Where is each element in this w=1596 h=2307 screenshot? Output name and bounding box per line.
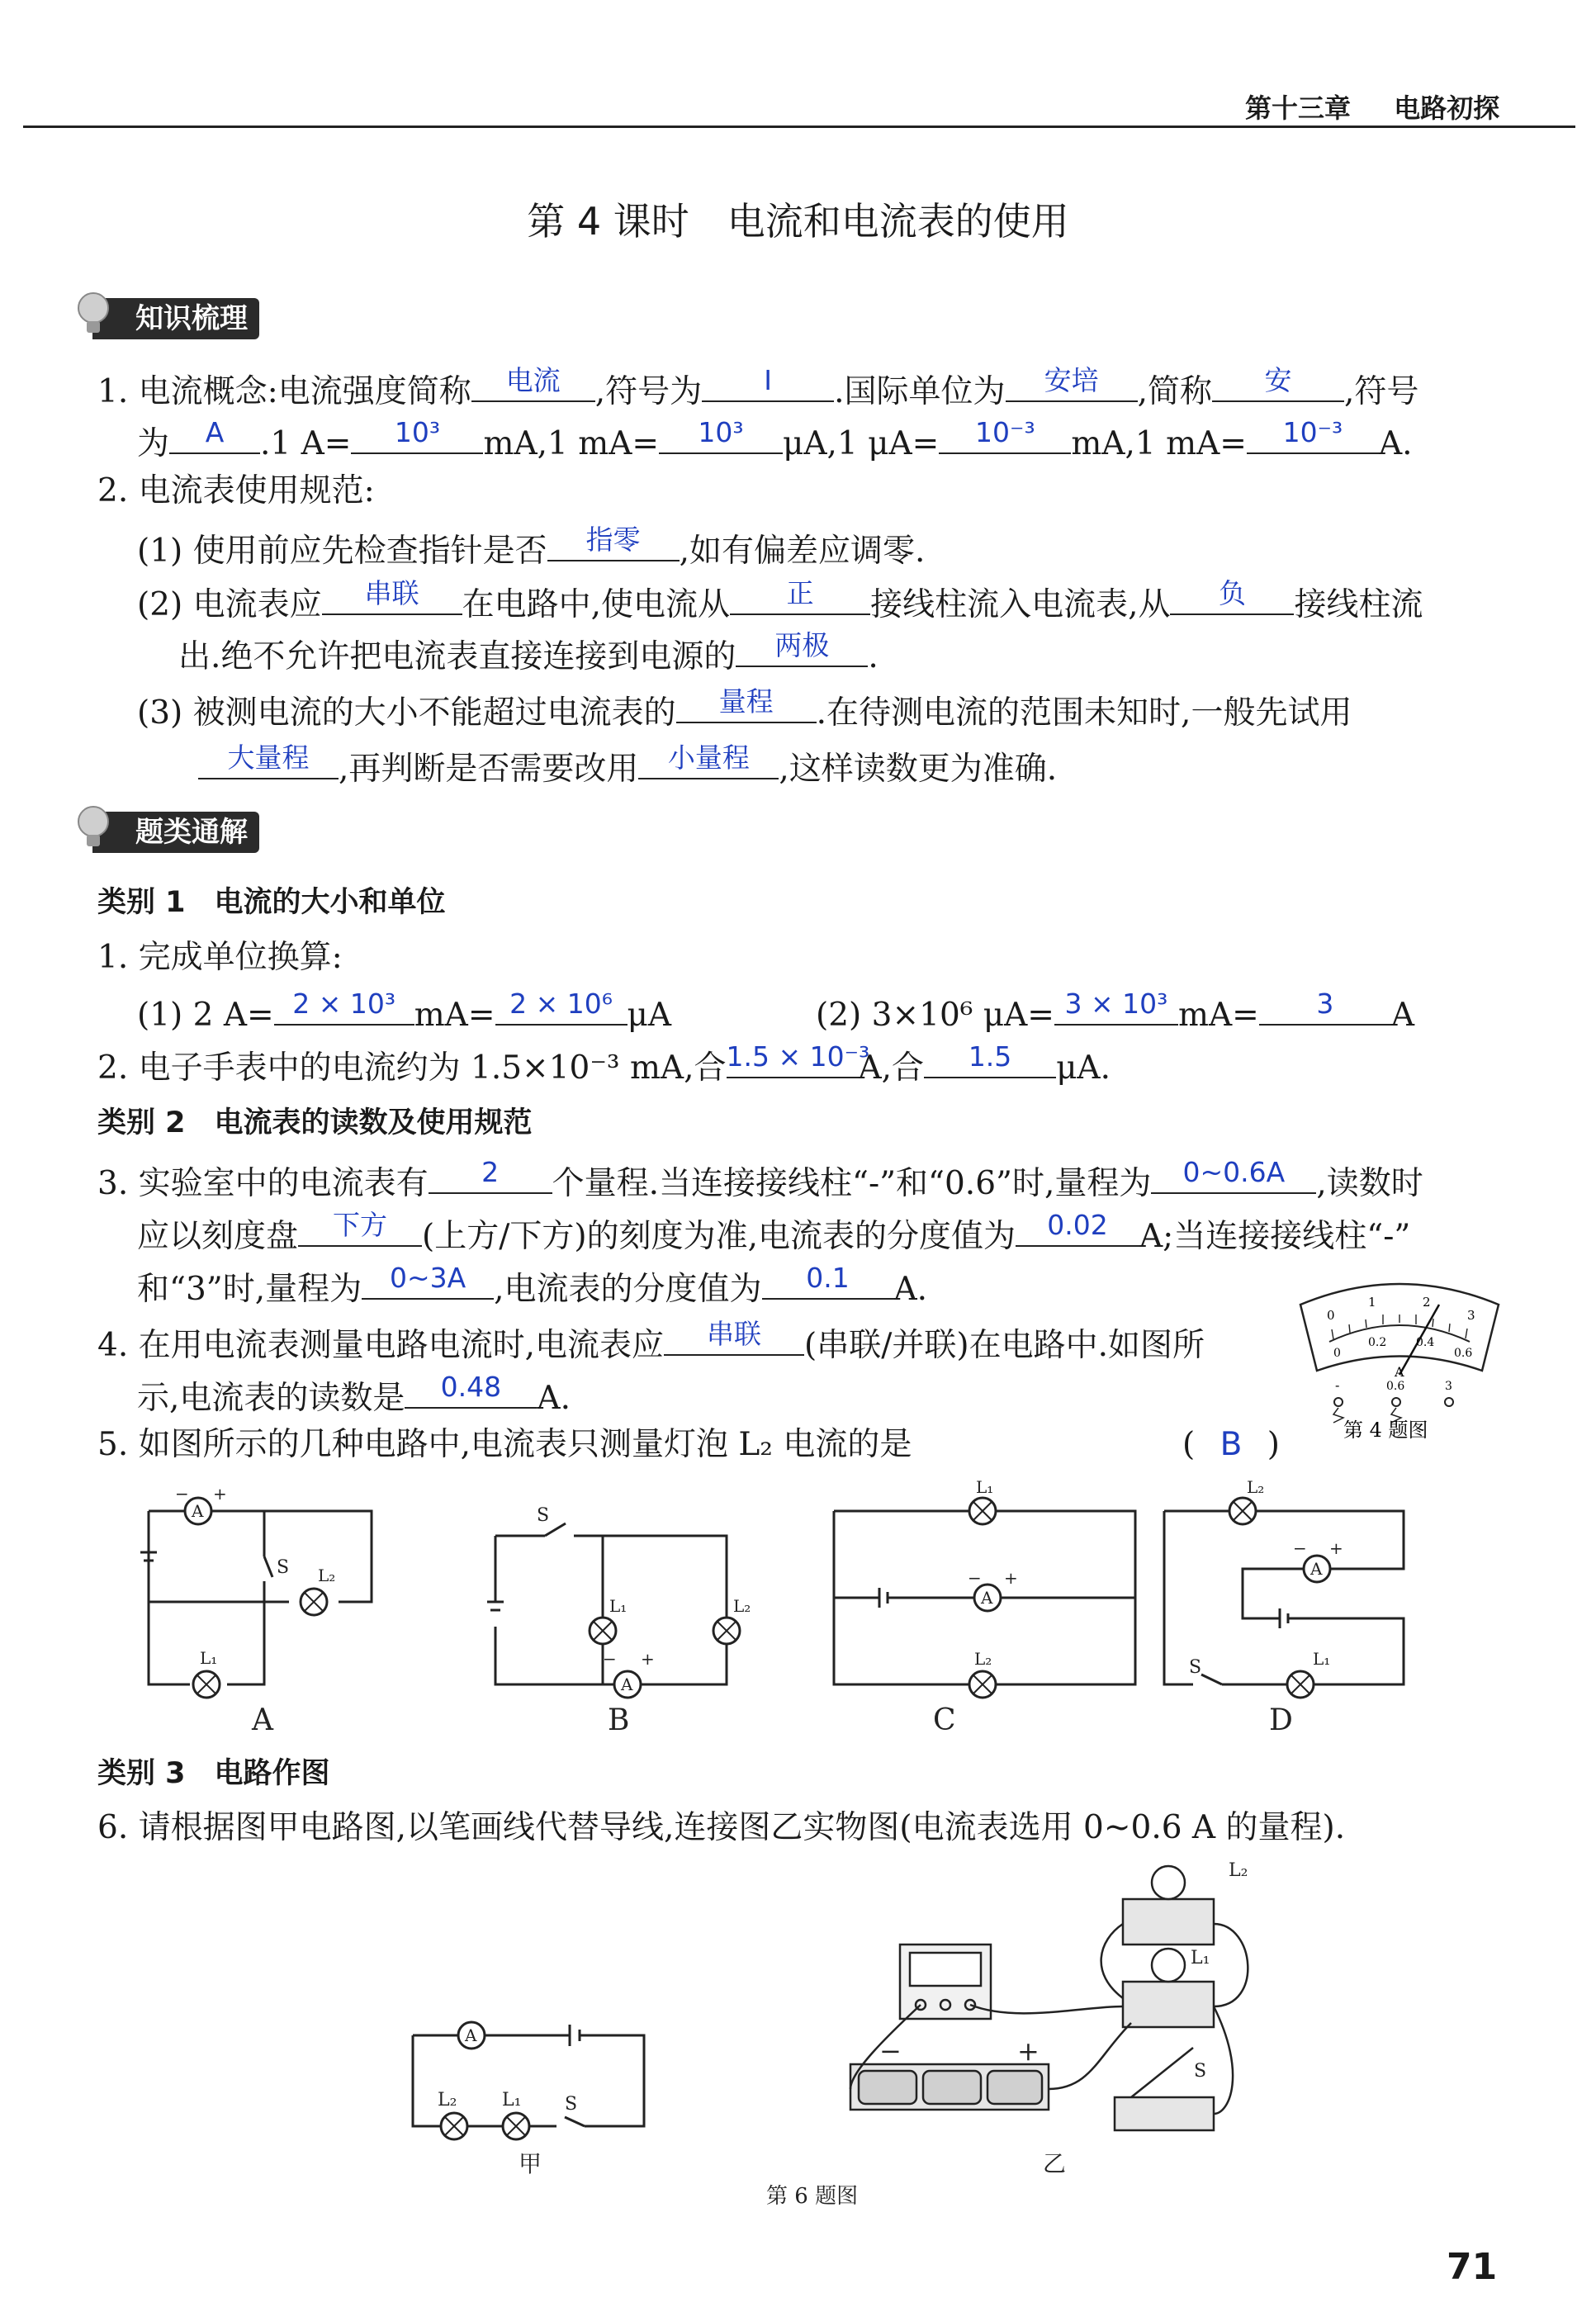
- page-number: 71: [1447, 2246, 1498, 2288]
- answer-blank: [726, 1037, 870, 1078]
- k1-text: .国际单位为: [834, 373, 1006, 410]
- switch-label: S: [1189, 1657, 1202, 1678]
- chapter-title: 电路初探: [1394, 92, 1500, 124]
- answer: 10³: [394, 416, 441, 448]
- answer-blank: [730, 574, 870, 615]
- answer: A: [205, 416, 225, 448]
- plus-sign: +: [1017, 2035, 1040, 2067]
- ammeter-label: A: [192, 1501, 204, 1521]
- answer-blank: [939, 413, 1071, 454]
- answer: 负: [1218, 577, 1246, 609]
- plus-sign: +: [1004, 1568, 1018, 1588]
- answer: 量程: [718, 685, 774, 718]
- k2-text: (1) 使用前应先检查指针是否: [137, 533, 547, 570]
- k2-p3-line1: [137, 682, 1352, 738]
- q1-text: μA: [627, 997, 672, 1034]
- q4-line1: [97, 1315, 1205, 1371]
- circuit-label-d: D: [1269, 1703, 1293, 1737]
- q5-circuits: [124, 1478, 1428, 1742]
- answer: 0~0.6A: [1182, 1156, 1286, 1188]
- answer-blank: [676, 682, 817, 723]
- q5-answer: [1182, 1420, 1280, 1470]
- minus-sign: −: [175, 1484, 189, 1504]
- terminal-minus: -: [1335, 1377, 1340, 1393]
- k2-text: 接线柱流入电流表,从: [870, 586, 1171, 623]
- q4-text: A.: [537, 1380, 571, 1417]
- k2-text: ,再判断是否需要改用: [339, 751, 639, 788]
- switch-label: S: [565, 2094, 578, 2115]
- q5: [97, 1420, 912, 1470]
- q3-text: A.: [893, 1271, 928, 1308]
- section-knowledge-label: 知识梳理: [135, 302, 248, 335]
- answer: 2 × 10³: [292, 988, 396, 1020]
- answer-blank: [405, 1367, 537, 1409]
- q1-text: (1) 2 A=: [137, 997, 274, 1034]
- q4-text: 4. 在用电流表测量电路电流时,电流表应: [97, 1327, 665, 1364]
- lamp-label-l1: L₁: [1191, 1948, 1210, 1968]
- switch-label: S: [537, 1505, 550, 1526]
- scale-bottom-3: 0.6: [1454, 1347, 1473, 1360]
- q1-text: mA=: [414, 997, 495, 1034]
- q5-text: 5. 如图所示的几种电路中,电流表只测量灯泡 L₂ 电流的是: [97, 1426, 912, 1463]
- answer-blank: [1170, 574, 1294, 615]
- figure-6-caption: 第 6 题图: [766, 2184, 859, 2209]
- k2-p1: [137, 520, 925, 576]
- answer-blank: [1151, 1153, 1316, 1194]
- ammeter-figure: [1292, 1272, 1507, 1445]
- answer-blank: [1259, 984, 1391, 1026]
- answer-blank: [762, 1258, 894, 1300]
- figure-jia-label: 甲: [519, 2150, 542, 2177]
- ammeter-label: A: [981, 1588, 993, 1608]
- answer: 下方: [333, 1209, 388, 1241]
- apparatus-yi: [850, 1866, 1248, 2130]
- lightbulb-icon: [74, 805, 112, 851]
- answer: 大量程: [227, 741, 310, 774]
- q3-text: A;当连接接线柱“-”: [1139, 1218, 1411, 1255]
- q2-text: μA.: [1056, 1049, 1111, 1087]
- answer: 0.48: [440, 1371, 502, 1403]
- answer: 1.5: [968, 1040, 1012, 1073]
- answer: 0.02: [1047, 1209, 1108, 1241]
- q1-text: A: [1390, 997, 1414, 1034]
- ammeter-label: A: [1310, 1559, 1323, 1579]
- minus-sign: −: [879, 2035, 902, 2067]
- answer: 1.5 × 10⁻³: [726, 1040, 870, 1073]
- category-2-heading: 类别 2 电流表的读数及使用规范: [97, 1106, 533, 1139]
- k1-text: 为: [137, 425, 170, 462]
- switch-label: S: [1194, 2061, 1207, 2082]
- k2-text: ,这样读数更为准确.: [779, 751, 1058, 788]
- k1-text: .1 A=: [260, 425, 352, 462]
- k2-text: .: [868, 638, 879, 675]
- paren: ): [1267, 1426, 1281, 1463]
- answer-blank: [298, 1206, 422, 1247]
- lamp-label-l1: L₁: [609, 1596, 628, 1616]
- q3-text: (上方/下方)的刻度为准,电流表的分度值为: [422, 1218, 1016, 1255]
- answer: 0.1: [806, 1262, 850, 1294]
- chapter-number: 第十三章: [1245, 92, 1352, 124]
- k2-title: 2. 电流表使用规范:: [97, 472, 375, 509]
- answer-blank: [274, 984, 414, 1026]
- k2-text: (3) 被测电流的大小不能超过电流表的: [137, 694, 676, 732]
- header-rule: [23, 126, 1575, 128]
- answer-blank: [547, 520, 680, 561]
- answer-blank: [362, 1258, 494, 1300]
- q1-text: (2) 3×10⁶ μA=: [816, 997, 1054, 1034]
- scale-top-3: 3: [1467, 1308, 1475, 1323]
- q3-line3: [137, 1258, 927, 1315]
- circuit-label-a: A: [252, 1703, 273, 1737]
- lamp-label-l2: L₂: [1229, 1860, 1248, 1881]
- answer: 电流: [505, 364, 561, 396]
- k2-p3-line2: [198, 738, 1057, 794]
- q6-figures: [388, 1858, 1296, 2221]
- q2: [97, 1037, 1111, 1093]
- answer: 0~3A: [389, 1262, 466, 1294]
- k1-text: mA,1 mA=: [483, 425, 660, 462]
- lamp-label-l2: L₂: [1247, 1478, 1265, 1497]
- category-1-heading: 类别 1 电流的大小和单位: [97, 886, 446, 919]
- answer-blank: [736, 626, 868, 667]
- k1-text: ,简称: [1137, 373, 1212, 410]
- answer-blank: [198, 738, 339, 779]
- answer-blank: [429, 1153, 552, 1194]
- answer-blank: [1016, 1206, 1139, 1247]
- answer: 串联: [707, 1318, 762, 1350]
- q3-text: 3. 实验室中的电流表有: [97, 1165, 429, 1202]
- figure-4-caption: 第 4 题图: [1343, 1419, 1428, 1442]
- k2-p2-line2: [178, 626, 879, 682]
- answer-blank: [659, 413, 783, 454]
- k1-line2: [137, 413, 1413, 469]
- q3-text: 和“3”时,量程为: [137, 1271, 362, 1308]
- answer: B: [1219, 1426, 1243, 1463]
- q4-text: (串联/并联)在电路中.如图所: [804, 1327, 1205, 1364]
- lamp-label-l1: L₁: [1313, 1649, 1331, 1669]
- scale-top-1: 1: [1368, 1295, 1376, 1310]
- scale-top-2: 2: [1423, 1295, 1431, 1310]
- lamp-label-l2: L₂: [974, 1649, 992, 1669]
- k1-text: 1. 电流概念:电流强度简称: [97, 373, 471, 410]
- k2-text: ,如有偏差应调零.: [679, 533, 926, 570]
- k1-text: ,符号: [1343, 373, 1419, 410]
- lamp-label-l2: L₂: [318, 1566, 336, 1585]
- minus-sign: −: [1293, 1538, 1307, 1558]
- k1-text: μA,1 μA=: [783, 425, 940, 462]
- answer: I: [764, 364, 773, 396]
- q4-text: 示,电流表的读数是: [137, 1380, 405, 1417]
- terminal-3: 3: [1445, 1380, 1452, 1393]
- ammeter-label: A: [465, 2025, 477, 2045]
- k2-text: 出.绝不允许把电流表直接连接到电源的: [178, 638, 736, 675]
- answer-blank: [664, 1315, 804, 1356]
- category-3-heading: 类别 3 电路作图: [97, 1757, 330, 1790]
- lamp-label-l2: L₂: [438, 2090, 457, 2110]
- circuit-jia: [413, 2022, 644, 2139]
- answer: 两极: [774, 629, 830, 661]
- scale-bottom-2: 0.4: [1416, 1336, 1435, 1349]
- lesson-title: 第 4 课时 电流和电流表的使用: [527, 199, 1069, 244]
- answer-blank: [471, 361, 595, 402]
- q6-diagram: [388, 1858, 1296, 2221]
- ammeter-dial: [1292, 1272, 1507, 1445]
- plus-sign: +: [213, 1484, 227, 1504]
- answer-blank: [169, 413, 260, 454]
- scale-bottom-1: 0.2: [1368, 1336, 1387, 1349]
- lamp-label-l1: L₁: [200, 1648, 218, 1668]
- answer-blank: [1054, 984, 1178, 1026]
- k2-text: 接线柱流: [1294, 586, 1423, 623]
- q3-text: ,读数时: [1316, 1165, 1423, 1202]
- switch-label: S: [277, 1557, 290, 1578]
- answer-blank: [638, 738, 779, 779]
- q4-line2: [137, 1367, 571, 1424]
- section-problems: [92, 812, 259, 853]
- answer-blank: [1212, 361, 1344, 402]
- k1-text: A.: [1378, 425, 1413, 462]
- answer-blank: [495, 984, 628, 1026]
- answer: 2 × 10⁶: [509, 988, 613, 1020]
- answer: 2: [481, 1156, 500, 1188]
- answer: 小量程: [667, 741, 750, 774]
- lamp-label-l1: L₁: [976, 1478, 994, 1497]
- k1-text: ,符号为: [594, 373, 703, 410]
- answer: 串联: [364, 577, 419, 609]
- answer: 正: [786, 577, 814, 609]
- k1-text: mA,1 mA=: [1071, 425, 1247, 462]
- answer: 安: [1264, 364, 1292, 396]
- answer-blank: [1247, 413, 1379, 454]
- answer: 10³: [698, 416, 744, 448]
- k2-text: .在待测电流的范围未知时,一般先试用: [816, 694, 1352, 732]
- answer: 10⁻³: [1282, 416, 1343, 448]
- q3-line1: [97, 1153, 1423, 1209]
- figure-yi-label: 乙: [1043, 2150, 1067, 2177]
- section-problems-label: 题类通解: [135, 816, 248, 849]
- q1-title: 1. 完成单位换算:: [97, 939, 343, 976]
- ammeter-label: A: [621, 1675, 633, 1694]
- lamp-label-l1: L₁: [502, 2090, 522, 2110]
- answer: 10⁻³: [975, 416, 1035, 448]
- answer-blank: [322, 574, 462, 615]
- chapter-header: [1245, 88, 1499, 126]
- answer-blank: [924, 1037, 1056, 1078]
- q1-parts-2: [816, 984, 1414, 1040]
- paren: (: [1182, 1426, 1196, 1463]
- q3-text: 个量程.当连接接线柱“-”和“0.6”时,量程为: [552, 1165, 1152, 1202]
- minus-sign: −: [968, 1568, 982, 1588]
- scale-top-0: 0: [1327, 1308, 1335, 1323]
- q2-text: 2. 电子手表中的电流约为 1.5×10⁻³ mA,合: [97, 1049, 727, 1087]
- answer: 安培: [1044, 364, 1099, 396]
- q3-text: ,电流表的分度值为: [494, 1271, 762, 1308]
- plus-sign: +: [1329, 1538, 1343, 1558]
- circuit-a: [140, 1498, 372, 1698]
- answer-blank: [702, 361, 834, 402]
- scale-bottom-0: 0: [1333, 1347, 1341, 1360]
- q6: 6. 请根据图甲电路图,以笔画线代替导线,连接图乙实物图(电流表选用 0~0.6 A 的量程).: [97, 1809, 1346, 1846]
- lamp-label-l2: L₂: [733, 1596, 751, 1616]
- plus-sign: +: [641, 1649, 655, 1669]
- q3-text: 应以刻度盘: [137, 1218, 299, 1255]
- q1-text: mA=: [1177, 997, 1259, 1034]
- answer: 3: [1316, 988, 1334, 1020]
- circuit-label-c: C: [933, 1703, 956, 1737]
- q1-parts: [137, 984, 671, 1040]
- answer: 指零: [585, 523, 641, 556]
- circuit-diagrams: [124, 1478, 1428, 1742]
- unit-label: A: [1395, 1364, 1404, 1380]
- k2-text: (2) 电流表应: [137, 586, 322, 623]
- answer-blank: [351, 413, 483, 454]
- q2-text: A,合: [858, 1049, 925, 1087]
- answer: 3 × 10³: [1064, 988, 1168, 1020]
- circuit-label-b: B: [608, 1703, 630, 1737]
- terminal-06: 0.6: [1386, 1380, 1405, 1393]
- answer-blank: [1006, 361, 1138, 402]
- lightbulb-icon: [74, 291, 112, 338]
- k2-text: 在电路中,使电流从: [462, 586, 731, 623]
- minus-sign: −: [603, 1649, 617, 1669]
- section-knowledge: [92, 298, 259, 339]
